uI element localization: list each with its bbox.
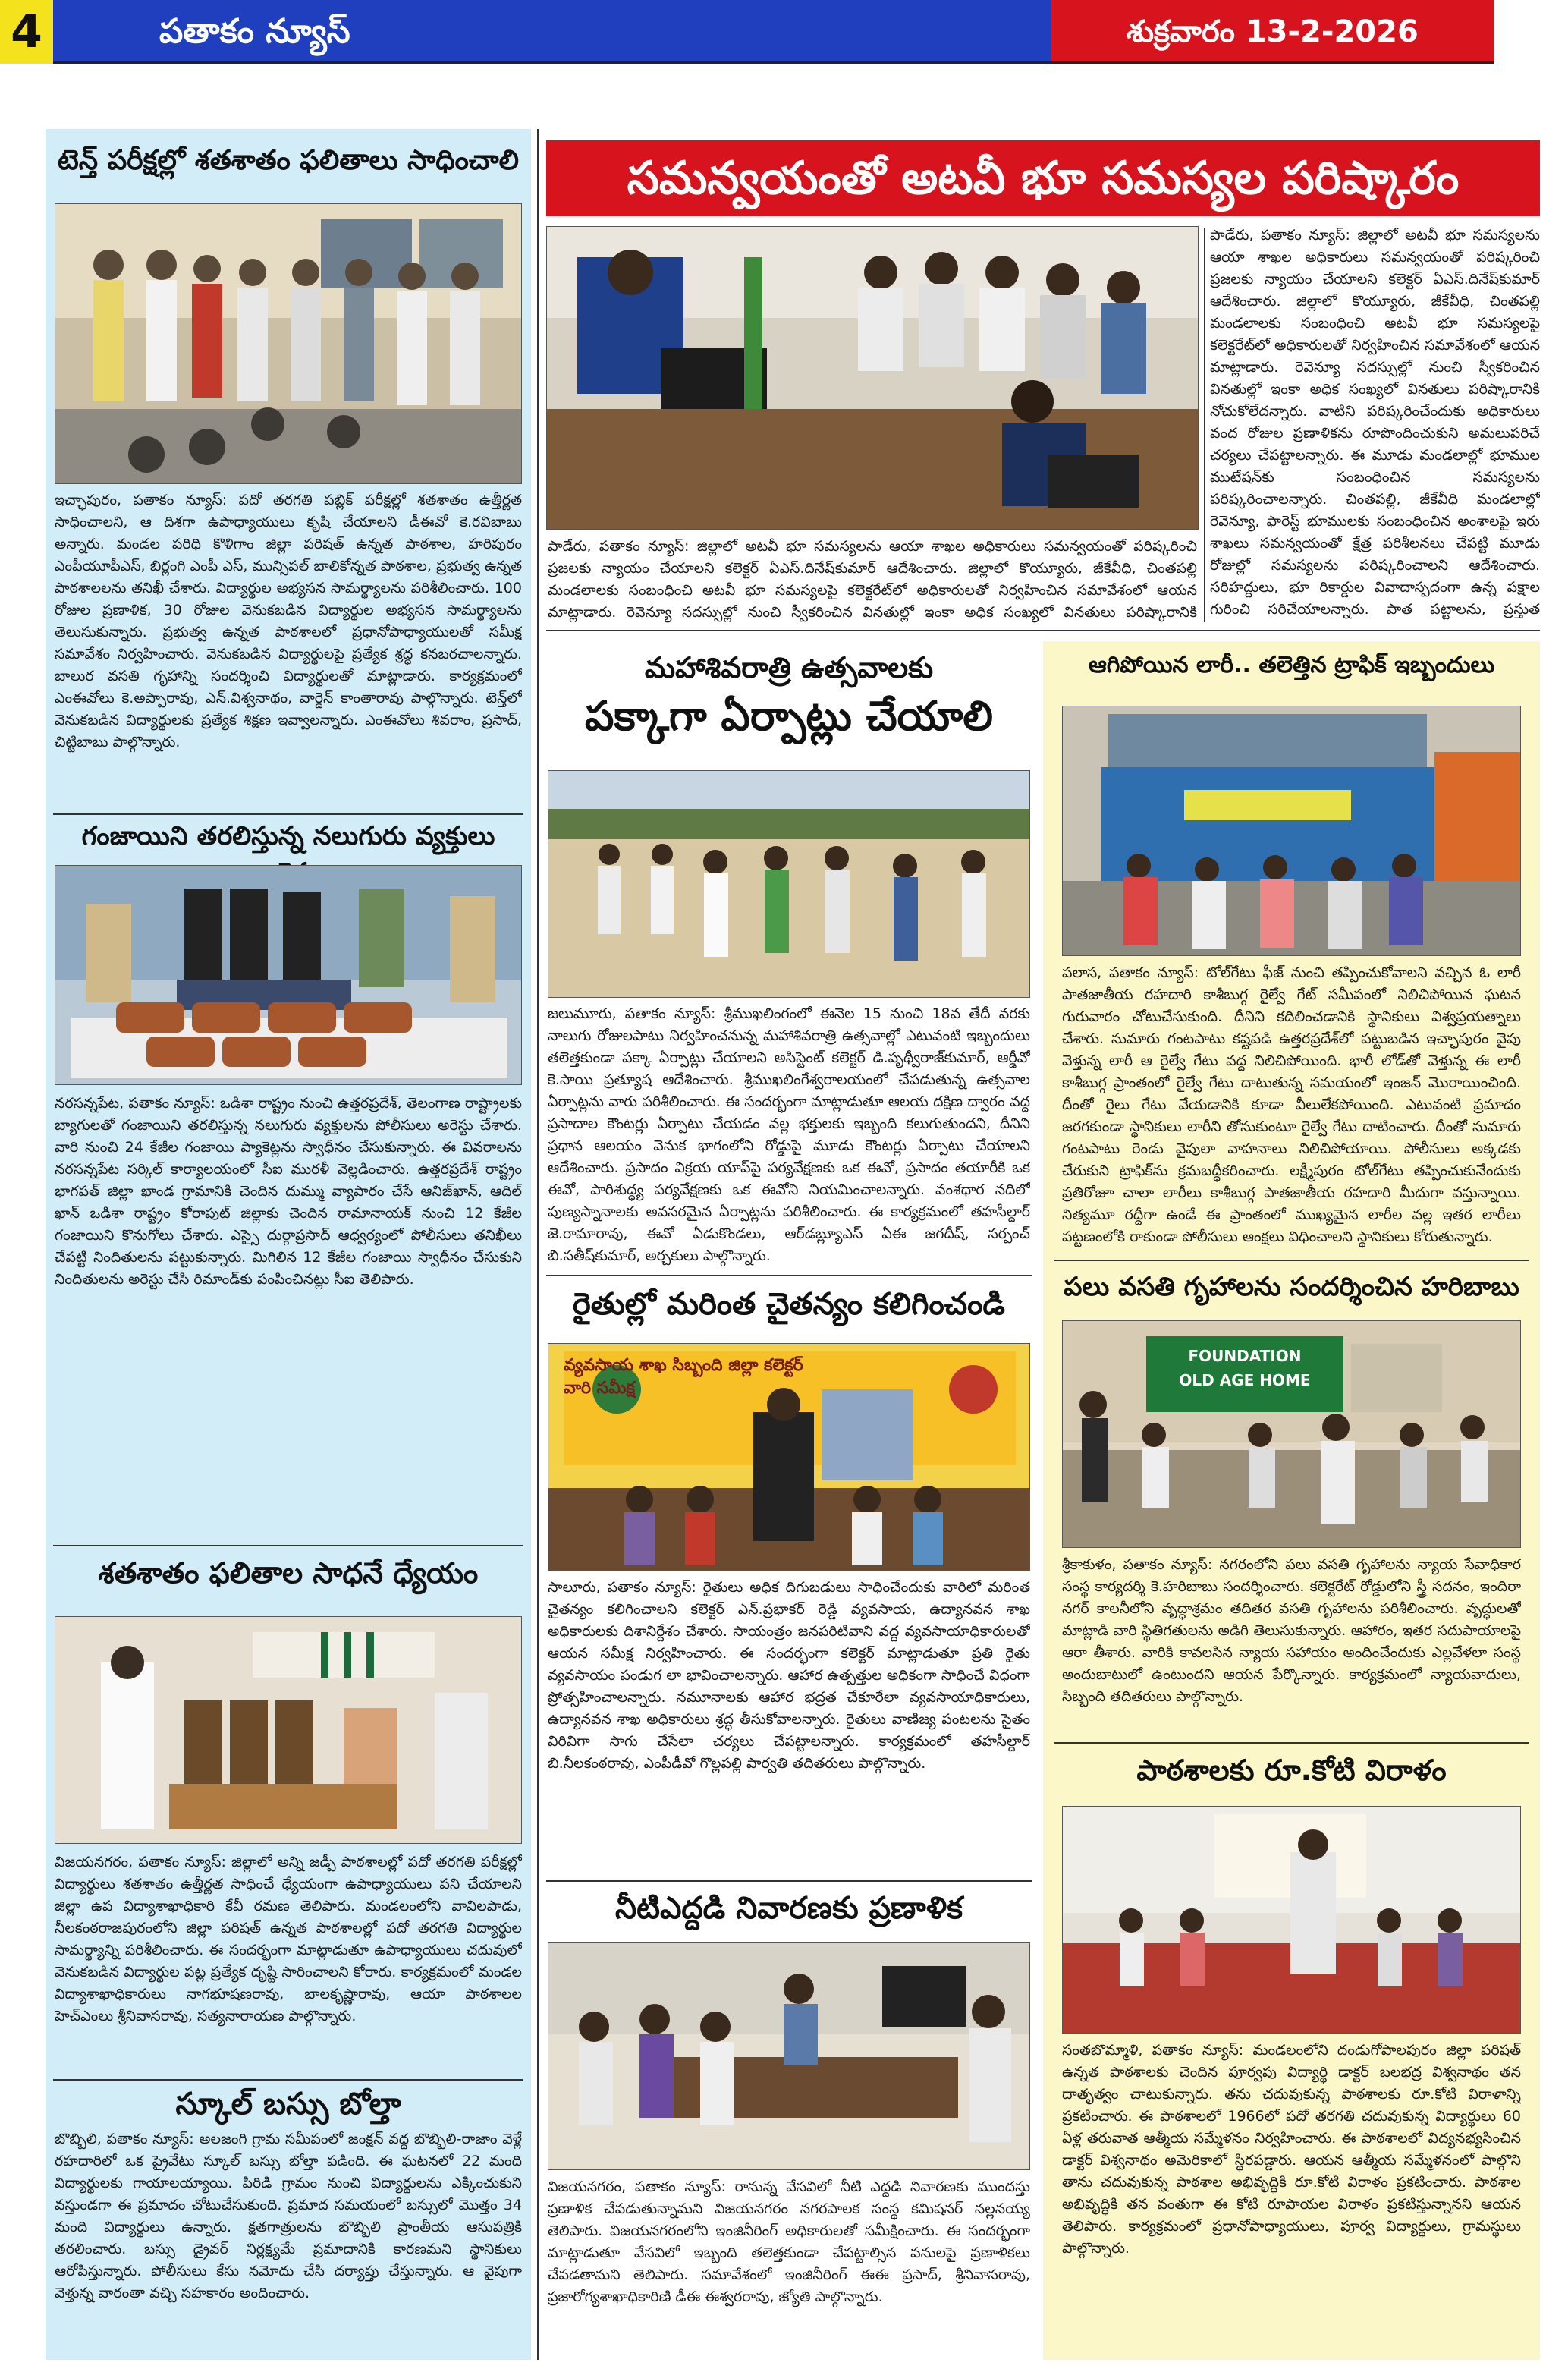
masthead [0, 0, 1494, 64]
classroom-image [55, 204, 522, 484]
divider [1054, 1742, 1529, 1744]
police-press-image [55, 866, 522, 1085]
donation-body: సంతబొమ్మాళి, పతాకం న్యూస్: మండలంలోని దండుగోపాలపురం జిల్లా పరిషత్ ఉన్నత పాఠశాలకు చెందిన పూర్వపు విద్యార్థి డాక్టర్ బలభద్ర విశ్వనాథం తన దాతృత్వం చాటుకున్నారు. తను చదువుకున్న పాఠశాలకు రూ.కోటి విరాళాన్ని ప్రకటించారు. ఈ పాఠశాలలో 1966లో పదో తరగతి చదువుకున్న విద్యార్థులు 60 ఏళ్ల తరువాత ఆత్మీయ సమ్మేళనం నిర్వహించారు. ఈ పాఠశాలలో విద్యనభ్యసించిన డాక్టర్ విశ్వనాథం అమెరికాలో స్థిరపడ్డారు. ఆయన ఆత్మీయ సమ్మేళనంలో పాల్గొని తాను చదువుకున్న పాఠశాల అభివృద్ధికి రూ.కోటి విరాళం ప్రకటించారు. పాఠశాల అభివృద్ధికి తన వంతుగా ఈ కోటి రూపాయల విరాళం ప్రకటిస్తున్నానని ఆయన తెలిపారు. కార్యక్రమంలో ప్రధానోపాధ్యాయులు, పూర్వ విద్యార్థులు, గ్రామస్థులు పాల్గొన్నారు. [1062, 2042, 1521, 2257]
donation-headline: పాఠశాలకు రూ.కోటి విరాళం [1136, 1754, 1447, 1787]
ganja-body: నరసన్నపేట, పతాకం న్యూస్: ఒడిశా రాష్ట్రం నుంచి ఉత్తరప్రదేశ్, తెలంగాణ రాష్ట్రాలకు బ్యాగులతో గంజాయిని తరలిస్తున్న నలుగురు వ్యక్తులను పోలీసులు అరెస్టు చేశారు. వారి నుంచి 24 కేజీల గంజాయి ప్యాకెట్లను స్వాధీనం చేసుకున్నారు. ఈ వివరాలను నరసన్నపేట సర్కిల్ కార్యాలయంలో సీఐ మురళీ వెల్లడించారు. ఉత్తరప్రదేశ్ రాష్ట్రం భాగపత్ జిల్లా ఖాండ గ్రామానికి చెందిన దుమ్ము వ్యాపారం చేసే ఆనిజ్‌ఖాన్, ఆదిల్ ఖాన్ ఒడిశా రాష్ట్రం కోరాపుట్ జిల్లాకు చెందిన రామానాయక్ నుంచి 12 కేజీల గంజాయిని కొనుగోలు చేశారు. ఎస్సై దుర్గాప్రసాద్ ఆధ్వర్యంలో పోలీసులు తనిఖీలు చేపట్టి నిందితులను పట్టుకున్నారు. మిగిలిన 12 కేజీల గంజాయి స్వాధీనం చేసుకుని నిందితులను అరెస్టు చేసి రిమాండ్‌కు పంపించినట్లు సీఐ తెలిపారు. [55, 1095, 522, 1288]
rythu-headline: రైతుల్లో మరింత చైతన్యం కలిగించండి [572, 1287, 1006, 1322]
issue-date: శుక్రవారం 13-2-2026 [1051, 0, 1494, 61]
sign-subtitle: OLD AGE HOME [1179, 1371, 1311, 1389]
rythu-body: సాలూరు, పతాకం న్యూస్: రైతులు అధిక దిగుబడులు సాధించేందుకు వారిలో మరింత చైతన్యం కలిగించాలని కలెక్టర్ ఎన్.ప్రభాకర్ రెడ్డి వ్యవసాయ, ఉద్యానవన శాఖ అధికారులకు దిశానిర్దేశం చేశారు. సాయంత్రం జనపరిటివాని వద్ద వ్యవసాయాధికారులతో ఆయన సమీక్ష నిర్వహించారు. ఈ సందర్భంగా కలెక్టర్ మాట్లాడుతూ ప్రతి రైతు వ్యవసాయం పండుగ లా భావించాలన్నారు. ఆహార ఉత్పత్తుల అధికంగా సాధించే విధంగా ప్రోత్సహించాలన్నారు. నమూనాలకు ఆహార భద్రత చేకూరేలా వ్యవసాయాధికారులు, ఉద్యానవన శాఖ అధికారులు శ్రద్ధ తీసుకోవాలన్నారు. రైతులు వాణిజ్య పంటలను సైతం విరివిగా సాగు చేసేలా చర్యలు చేపట్టాలన్నారు. కార్యక్రమంలో తహసీల్దార్ బి.నీలకంఠరావు, ఎంపీడీవో గొల్లపల్లి పార్వతి తదితరులు పాల్గొన్నారు. [548, 1579, 1030, 1772]
divider [537, 129, 539, 2360]
students-image [55, 1617, 522, 1844]
divider [53, 1545, 523, 1546]
haribabu-photo [1062, 1320, 1521, 1548]
rythu-banner-text: వ్యవసాయ శాఖ సిబ్బంది జిల్లా కలెక్టర్ వారి సమీక్ష [564, 1356, 803, 1398]
divider [546, 630, 1540, 631]
water-body: విజయనగరం, పతాకం న్యూస్: రానున్న వేసవిలో నీటి ఎద్దడి నివారణకు ముందస్తు ప్రణాళిక చేపడుతున్నామని విజయనగరం నగరపాలక సంస్థ కమిషనర్ నల్లనయ్య తెలిపారు. విజయనగరంలోని ఇంజినీరింగ్ అధికారులతో సమీక్షించారు. ఈ సందర్భంగా మాట్లాడుతూ వేసవిలో ఇబ్బంది తలెత్తకుండా చేపట్టాల్సిన పనులపై ప్రణాళికలు చేపడతామని తెలిపారు. సమావేశంలో ఇంజినీరింగ్ ఈఈ ప్రసాద్, శ్రీనివాసరావు, ప్రజారోగ్యశాఖాధికారిణి డీఈ ఈశ్వరరావు, జ్యోతి పాల్గొన్నారు. [548, 2178, 1030, 2305]
shivaratri-photo [548, 770, 1030, 998]
stalled-lorry-image [1063, 706, 1521, 956]
divider [1204, 228, 1205, 622]
lead-photo [546, 226, 1199, 530]
engineers-meeting-image [548, 1943, 1030, 2170]
divider [1054, 1260, 1529, 1261]
divider [546, 1880, 1032, 1882]
ganja-headline: గంజాయిని తరలిస్తున్న నలుగురు వ్యక్తులు [81, 821, 495, 851]
tenth-photo [55, 203, 522, 484]
lorry-body: పలాస, పతాకం న్యూస్: టోల్‌గేటు ఫీజ్ నుంచి తప్పించుకోవాలని వచ్చిన ఓ లారీ పాతజాతీయ రహదారి కాశీబుగ్గ రైల్వే గేట్ సమీపంలో నిలిచిపోయిన ఘటన గురువారం చోటుచేసుకుంది. దీనిని కదిలించడానికి స్థానికులు విశ్వప్రయత్నాలు చేశారు. సుమారు గంటపాటు కష్టపడి ఉత్తరప్రదేశ్‌లో పట్టుబడిన ఇచ్ఛాపురం వైపు వెళ్తున్న లారీ ఆ రైల్వే గేటు వద్ద నిలిచిపోయింది. భారీ లోడ్‌తో వెళ్తున్న ఈ లారీ కాశీబుగ్గ ప్రాంతంలో రైల్వే గేటు దాటుతున్న సమయంలో ఇంజన్ మొరాయించింది. దీంతో రైలు గేటు వేయడానికి కూడా వీలులేకపోయింది. ఎటువంటి ప్రమాదం జరగకుండా స్థానికులు లారీని తోసుకుంటూ రైల్వే గేటు దాటించారు. దీంతో సుమారు గంటపాటు రెండు వైపులా వాహనాలు నిలిచిపోయాయి. పోలీసులు అక్కడకు చేరుకుని ట్రాఫిక్‌ను క్రమబద్ధీకరించారు. లక్ష్మీపురం టోల్‌గేటు తప్పించుకునేందుకు ప్రతిరోజూ చాలా లారీలు కాశీబుగ్గ పాతజాతీయ రహదారి మీదుగా వస్తున్నాయి. నిత్యమూ రద్దీగా ఉండే ఈ ప్రాంతంలో ముఖ్యమైన లారీల వల్ల ఇతర లారీలు పట్టణంలోకి రాకుండా పోలీసులు ఆంక్షలు విధించాలని స్థానికులు కోరుతున్నారు. [1062, 964, 1521, 1245]
divider [53, 2079, 523, 2081]
page-number: 4 [0, 0, 53, 64]
dhyeyam-body: విజయనగరం, పతాకం న్యూస్: జిల్లాలో అన్ని జడ్పీ పాఠశాలల్లో పదో తరగతి పరీక్షల్లో విద్యార్థులు శతశాతం ఉత్తీర్ణత సాధించే ధ్యేయంగా ఉపాధ్యాయులు పని చేయాలని జిల్లా ఉప విద్యాశాఖాధికారి కేవీ రమణ తెలిపారు. మండలంలోని వావిలపాడు, నీలకంఠరాజపురంలోని జిల్లా పరిషత్ ఉన్నత పాఠశాలల్లో పదో తరగతి విద్యార్థుల సామర్థ్యాన్ని పరిశీలించారు. ఈ సందర్భంగా మాట్లాడుతూ ఉపాధ్యాయులు చదువులో వెనుకబడిన విద్యార్థుల పట్ల ప్రత్యేక దృష్టి సారించాలని కోరారు. కార్యక్రమంలో మండల విద్యాశాఖాధికారులు నాగభూషణరావు, బాలకృష్ణారావు, ఆయా పాఠశాలల హెచ్ఎంలు శ్రీనివాసరావు, సత్యనారాయణ పాల్గొన్నారు. [55, 1854, 522, 2024]
lorry-photo [1062, 706, 1521, 956]
divider [546, 1275, 1032, 1276]
haribabu-headline: పలు వసతి గృహాలను సందర్శించిన హరిబాబు [1064, 1272, 1519, 1302]
shivaratri-body: జలుమూరు, పతాకం న్యూస్: శ్రీముఖలింగంలో ఈనెల 15 నుంచి 18వ తేదీ వరకు నాలుగు రోజులపాటు నిర్వహించనున్న మహాశివరాత్రి ఉత్సవాల్లో ఎటువంటి ఇబ్బందులు తలెత్తకుండా పక్కా ఏర్పాట్లు చేయాలని అసిస్టెంట్ కలెక్టర్ డి.పృథ్వీరాజ్‌కుమార్, ఆర్డీవో కె.సాయి ప్రత్యూష ఆదేశించారు. శ్రీముఖలింగేశ్వరాలయంలో చేపడుతున్న ఉత్సవాల ఏర్పాట్లను వారు పరిశీలించారు. ఈ సందర్భంగా మాట్లాడుతూ ఆలయ దక్షిణ ద్వారం వద్ద ప్రసాదాల కౌంటర్లు ఏర్పాటు చేయడం వల్ల భక్తులకు ఇబ్బంది కలుగుతుందని, దీనిని ప్రధాన ఆలయం వెనుక భాగంలోని రోడ్డుపై మూడు కౌంటర్లు ఏర్పాటు చేయాలని ఆదేశించారు. ప్రసాదం విక్రయ యాప్‌పై పర్యవేక్షణకు ఒక ఈవో, ప్రసాదం తయారీకి ఒక ఈవో, పారిశుద్ధ్య పర్యవేక్షణకు ఒక ఈవోని నియమించాలన్నారు. వంశధార నదిలో పుణ్యస్నానాలకు అవసరమైన ఏర్పాట్లను పరిశీలించారు. ఈ కార్యక్రమంలో తహసీల్దార్ జె.రామారావు, ఈవో ఏడుకొండలు, ఆర్‌డబ్ల్యూఎస్ ఏఈ జగదీష్, సర్పంచ్ బి.సతీష్‌కుమార్, అర్చకులు పాల్గొన్నారు. [548, 1005, 1030, 1264]
lead-body-side: పాడేరు, పతాకం న్యూస్: జిల్లాలో అటవీ భూ సమస్యలను ఆయా శాఖల అధికారులు సమన్వయంతో పరిష్కరించి ప్రజలకు న్యాయం చేయాలని కలెక్టర్ ఏఎస్.దినేష్‌కుమార్ ఆదేశించారు. జిల్లాలో కొయ్యూరు, జీకేవీధి, చింతపల్లి మండలాలకు సంబంధించి అటవీ భూ సమస్యలపై కలెక్టరేట్‌లో అధికారులతో నిర్వహించిన సమావేశంలో ఆయన మాట్లాడారు. రెవెన్యూ సదస్సుల్లో నుంచి స్వీకరించిన వినతుల్లో ఇంకా అధిక సంఖ్యలో వినతులు పరిష్కారానికి నోచుకోలేదన్నారు. వాటిని పరిష్కరించేందుకు అధికారులు వంద రోజుల ప్రణాళికను రూపొందించుకుని అమలుపరిచే చర్యలు చేపట్టాలన్నారు. ఈ మూడు మండలాల్లో భూముల ముటేషన్‌కు సంబంధించిన సమస్యలను పరిష్కరించాలన్నారు. చింతపల్లి, జీకేవీధి మండలాల్లో రెవెన్యూ, ఫారెస్ట్ భూములకు సంబంధించిన అంశాలపై ఇరు శాఖలు సమన్వయంతో క్షేత్ర పరిశీలనలు చేపట్టి మూడు రోజుల్లో సమస్యలను పరిష్కరించాలని ఆదేశించారు. సరిహద్దులు, భూ రికార్డుల వివాదాస్పదంగా ఉన్న పక్షాల గురించి సరిచేయాలన్నారు. పాత పట్టాలను, ప్రస్తుత [1210, 227, 1540, 618]
donation-photo [1062, 1806, 1521, 2034]
shivaratri-kicker: మహాశివరాత్రి ఉత్సవాలకు [644, 651, 934, 684]
sign-title: FOUNDATION [1188, 1347, 1302, 1365]
paper-name: పతాకం న్యూస్ [53, 0, 1051, 61]
rythu-photo [548, 1343, 1030, 1571]
tenth-headline: టెన్త్ పరీక్షల్లో శతశాతం ఫలితాలు సాధించాలి [58, 145, 519, 176]
dhyeyam-photo [55, 1616, 522, 1844]
school-donation-image [1063, 1807, 1521, 2034]
shivaratri-headline: పక్కాగా ఏర్పాట్లు చేయాలి [584, 692, 994, 740]
dhyeyam-headline: శతశాతం ఫలితాల సాధనే ధ్యేయం [98, 1556, 479, 1590]
divider [53, 813, 523, 815]
haribabu-body: శ్రీకాకుళం, పతాకం న్యూస్: నగరంలోని పలు వసతి గృహాలను న్యాయ సేవాధికార సంస్థ కార్యదర్శి కె.హరిబాబు సందర్శించారు. కలెక్టరేట్ రోడ్డులోని స్త్రీ సదనం, ఇందిరా నగర్ కాలనీలోని వృద్ధాశ్రమం తదితర వసతి గృహాలను పరిశీలించారు. వృద్ధులతో మాట్లాడి వారి స్థితిగతులను అడిగి తెలుసుకున్నారు. ఆహారం, ఇతర సదుపాయాలపై ఆరా తీశారు. వారికి కావలసిన న్యాయ సహాయం అందించేందుకు ఎల్లవేళలా సంస్థ అందుబాటులో ఉంటుందని ఆయన పేర్కొన్నారు. కార్యక్రమంలో న్యాయవాదులు, సిబ్బంది తదితరులు పాల్గొన్నారు. [1062, 1556, 1521, 1705]
tenth-body: ఇచ్ఛాపురం, పతాకం న్యూస్: పదో తరగతి పబ్లిక్ పరీక్షల్లో శతశాతం ఉత్తీర్ణత సాధించాలని, ఆ దిశగా ఉపాధ్యాయులు కృషి చేయాలని డీఈవో కె.రవిబాబు అన్నారు. మండల పరిధి కొళిగాం జిల్లా పరిషత్ ఉన్నత పాఠశాల, హరిపురం ఎంపీయూపీఎస్, బిర్లంగి ఎంపీ ఎస్, మున్సిపల్ బాలికోన్నత పాఠశాల, ప్రభుత్వ ఉన్నత పాఠశాలలను తనిఖీ చేశారు. విద్యార్థుల అభ్యసన సామర్థ్యాలను పరిశీలించారు. 100 రోజుల ప్రణాళిక, 30 రోజుల వెనుకబడిన విద్యార్థుల అభ్యసన సామర్థ్యాలను తెలుసుకున్నారు. ప్రభుత్వ ఉన్నత పాఠశాలలో ప్రధానోపాధ్యాయులతో సమీక్ష సమావేశం నిర్వహించారు. వెనుకబడిన విద్యార్థులపై ప్రత్యేక శ్రద్ధ కనబరచాలన్నారు. బాలుర వసతి గృహాన్ని సందర్శించి విద్యార్థులతో మాట్లాడారు. కార్యక్రమంలో ఎంఈవోలు కె.అప్పారావు, ఎన్.విశ్వనాథం, వార్డెన్ కాంతారావు పాల్గొన్నారు. టెన్త్‌లో వెనుకబడిన విద్యార్థులకు ప్రత్యేక శిక్షణ ఇవ్వాలన్నారు. ఎంఈవోలు శివరాం, ప్రసాద్, చిట్టిబాబు పాల్గొన్నారు. [55, 492, 522, 750]
ganja-photo [55, 865, 522, 1085]
officials-visit-image [548, 771, 1030, 998]
bus-body: బొబ్బిలి, పతాకం న్యూస్: అలజంగి గ్రామ సమీపంలో జంక్షన్ వద్ద బొబ్బిలి-రాజాం వెళ్లే రహదారిలో ఒక ప్రైవేటు స్కూల్ బస్సు బోల్తా పడింది. ఈ ఘటనలో 22 మంది విద్యార్థులకు గాయాలయ్యాయి. పిరిడి గ్రామం నుంచి విద్యార్థులను ఎక్కించుకుని వస్తుండగా ఈ ప్రమాదం చోటుచేసుకుంది. ప్రమాద సమయంలో బస్సులో మొత్తం 34 మంది విద్యార్థులు ఉన్నారు. క్షతగాత్రులను బొబ్బిలి ప్రాంతీయ ఆసుపత్రికి తరలించారు. బస్సు డ్రైవర్ నిర్లక్ష్యమే ప్రమాదానికి కారణమని స్థానికులు ఆరోపిస్తున్నారు. పోలీసులు కేసు నమోదు చేసి దర్యాప్తు చేస్తున్నారు. ఆ వైపుగా వెళ్తున్న వారంతా వచ్చి సహకారం అందించారు. [55, 2131, 522, 2301]
lorry-headline: ఆగిపోయిన లారీ.. తలెత్తిన ట్రాఫిక్ ఇబ్బందులు [1088, 652, 1495, 678]
collector-meeting-image [547, 227, 1199, 530]
bus-headline: స్కూల్ బస్సు బోల్తా [175, 2087, 401, 2122]
lead-headline: సమన్వయంతో అటవీ భూ సమస్యల పరిష్కారం [546, 140, 1540, 216]
water-headline: నీటిఎద్దడి నివారణకు ప్రణాళిక [615, 1891, 963, 1926]
water-photo [548, 1942, 1030, 2170]
lead-body-top: పాడేరు, పతాకం న్యూస్: జిల్లాలో అటవీ భూ సమస్యలను ఆయా శాఖల అధికారులు సమన్వయంతో పరిష్కరించి ప్రజలకు న్యాయం చేయాలని కలెక్టర్ ఏఎస్.దినేష్‌కుమార్ ఆదేశించారు. జిల్లాలో కొయ్యూరు, జీకేవీధి, చింతపల్లి మండలాలకు సంబంధించి అటవీ భూ సమస్యలపై కలెక్టరేట్‌లో అధికారులతో నిర్వహించిన సమావేశంలో ఆయన మాట్లాడారు. రెవెన్యూ సదస్సుల్లో నుంచి స్వీకరించిన వినతుల్లో ఇంకా అధిక సంఖ్యలో వినతులు పరిష్కారానికి [548, 538, 1197, 621]
